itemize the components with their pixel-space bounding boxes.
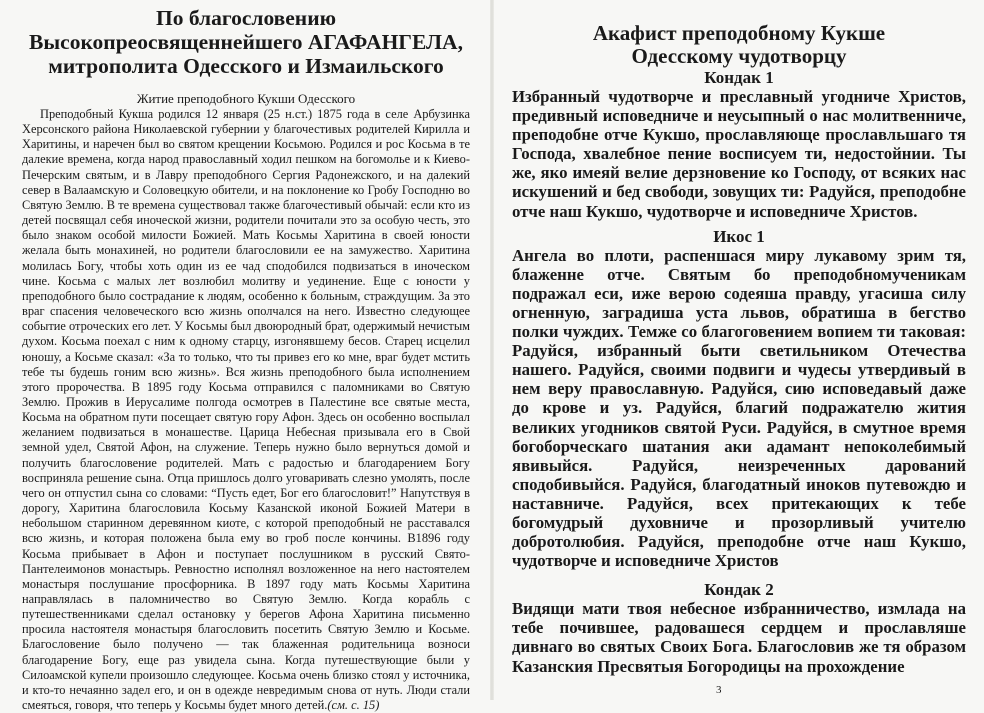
life-text-block [22,107,470,713]
ikos-1-heading: Икос 1 [713,226,765,246]
blessing-line-1: По благословению [155,6,337,30]
life-text: Преподобный Кукша родился 12 января (25 н.ст.) 1875 года в селе Арбузинка Херсонского района Николаевской губернии у благочестивых родителей Кирилла и Харитины, и наречен был во святом крещении Косьмою. Родился и рос Косьма в те далекие времена, когда народ православный ходил пешком на богомолье и к Киево-Печерским святым, и в Лавру преподобного Сергия Радонежского, и на далекий север в Валаамскую и Соловецкую обители, и на поклонение ко Гробу Господню во Святую Землю. В те времена существовал также благочестивый обычай: если кто из детей посвящал себя иноческой жизни, родители почитали это за особую честь, это было знаком особой милости Божией. Мать Косьмы Харитина в своей юности желала быть монахиней, но родители благословили ее на замужество. Харитина молилась Богу, чтобы хоть один из ее чад сподобился подвизаться в иноческом чине. Косьма с малых лет возлюбил молитву и уединение. Еще с юности у преподобного было сострадание к людям, особенно к больным, страждущим. За это враг спасения человеческого всю жизнь ополчался на него. Известно следующее событие отроческих его лет. У Косьмы был двоюродный брат, одержимый нечистым духом. Косьма поехал с ним к одному старцу, изгонявшему бесов. Старец исцелил юношу, а Косьме сказал: «За то только, что ты привез его ко мне, враг будет мстить тебе ты будешь гоним всю жизнь». Вся жизнь преподобного была исполнением этого пророчества. В 1895 году Косьма отправился с паломниками во Святую Землю. Прожив в Иерусалиме полгода осмотрев в Палестине все святые места, Косьма на обратном пути посещает святую гору Афон. Здесь он особенно воспылал желанием подвизаться в монашестве. Царица Небесная призывала его в Свой земной удел, Святой Афон, на служение. Теперь нужно было вернуться домой и получить благословение родителей. Мать с радостью и благодарением Богу восприняла решение сына. Отца пришлось долго уговаривать слезно умолять, после чего он отпустил сына со словами: “Пусть едет, Бог его благословит!” Напутствуя в дорогу, Харитина благословила Косьму Казанской иконой Божией Матери в небольшом старинном деревянном киоте, с которой преподобный не расставался всю жизнь, и которая положена была ему во гроб после кончины. В1896 году Косьма прибывает в Афон и поступает послушником в русский Свято-Пантелеимонов монастырь. Ревностно исполнял возложенное на него настоятелем монастыря послушание просфорника. В 1897 году мать Косьмы Харитина направлялась в паломничество во Святую Землю. Когда корабль с путешественниками сделал остановку у берегов Афона Харитина письменно просила настоятеля монастыря благословить посетить Святую Землю и Косьме. Благословение было получено — так блаженная родительница возноси благодарение Богу, еще раз увидела сына. Когда путешествующие были у Силоамской купели произошло следующее. Косьма очень близко стоял у источника, и кто-то нечаянно задел его, и он в одежде невредимым снова от нуть. Люди стали смеяться, говоря, что теперь у Косьмы будет много детей. [22,107,470,713]
kontakion-1-heading: Кондак 1 [704,68,774,87]
akathist-title-line-1: Акафист преподобному Кукше [592,21,886,45]
akathist-title-line-2: Одесскому чудотворцу [631,44,847,68]
blessing-line-2: Высокопреосвященнейшего АГАФАНГЕЛА, [29,30,463,54]
life-title: Житие преподобного Кукши Одесского [136,91,356,106]
blessing-line-3: митрополита Одесского и Измаильского [48,54,444,78]
kontakion-2-text: Видящи мати твоя небесное избранничество, измлада на тебе почившее, радовашеся сердцем и прославляше дивнаго во святых Своих Бога. Благословив же тя образом Казанския Пресвятыя Богородицы на прохождение [512,599,966,676]
ikos-1-text: Ангела во плоти, распеншася миру лукавому зрим тя, блаженне отче. Святым бо преподобномученикам подражал еси, иже верою содеяша правду, угасиша силу огненную, заградиша уста львов, обратиша в бегство полки чуждих. Темже со благоговением вопием ти таковая: Радуйся, избранный быти светильником Отечества нашего. Радуйся, своими подвиги и чудесы утвердивый в нем веру православную. Радуйся, сию исповедавый даже до крове и уз. Радуйся, благий подражателю жития великих угодников святой Руси. Радуйся, в смутное время богоборческаго шатания аки адамант непоколебимый явивыйся. Радуйся, неизреченных дарований сподобивыйся. Радуйся, благодатный иноков путевождю и наставниче. Радуйся, всех притекающих к тебе богомудрый духовниче и прозорливый учителю добротолюбия. Радуйся, преподобне отче наш Кукшо, чудотворче и исповедниче Христов [512,245,966,571]
life-page-reference: (см. с. 15) [327,698,380,713]
page-number: 3 [716,684,722,696]
kontakion-1-text: Избранный чудотворче и преславный угодниче Христов, предивный исповедниче и неусыпный о нас молитвенниче, преподобне отче Кукшо, прославляюще прославльшаго тя Господа, хвалебное пение восписуем ти, недостойнии. Ты же, яко имеяй велие дерзновение ко Господу, от всяких нас искушений и бед свободи, зовущих ти: Радуйся, преподобне отче наш Кукшо, чудотворче и исповедниче Христов. [512,87,966,221]
right-page [492,0,984,700]
akathist-title [512,22,966,68]
kontakion-2-heading: Кондак 2 [704,580,774,600]
blessing-header [22,6,470,78]
